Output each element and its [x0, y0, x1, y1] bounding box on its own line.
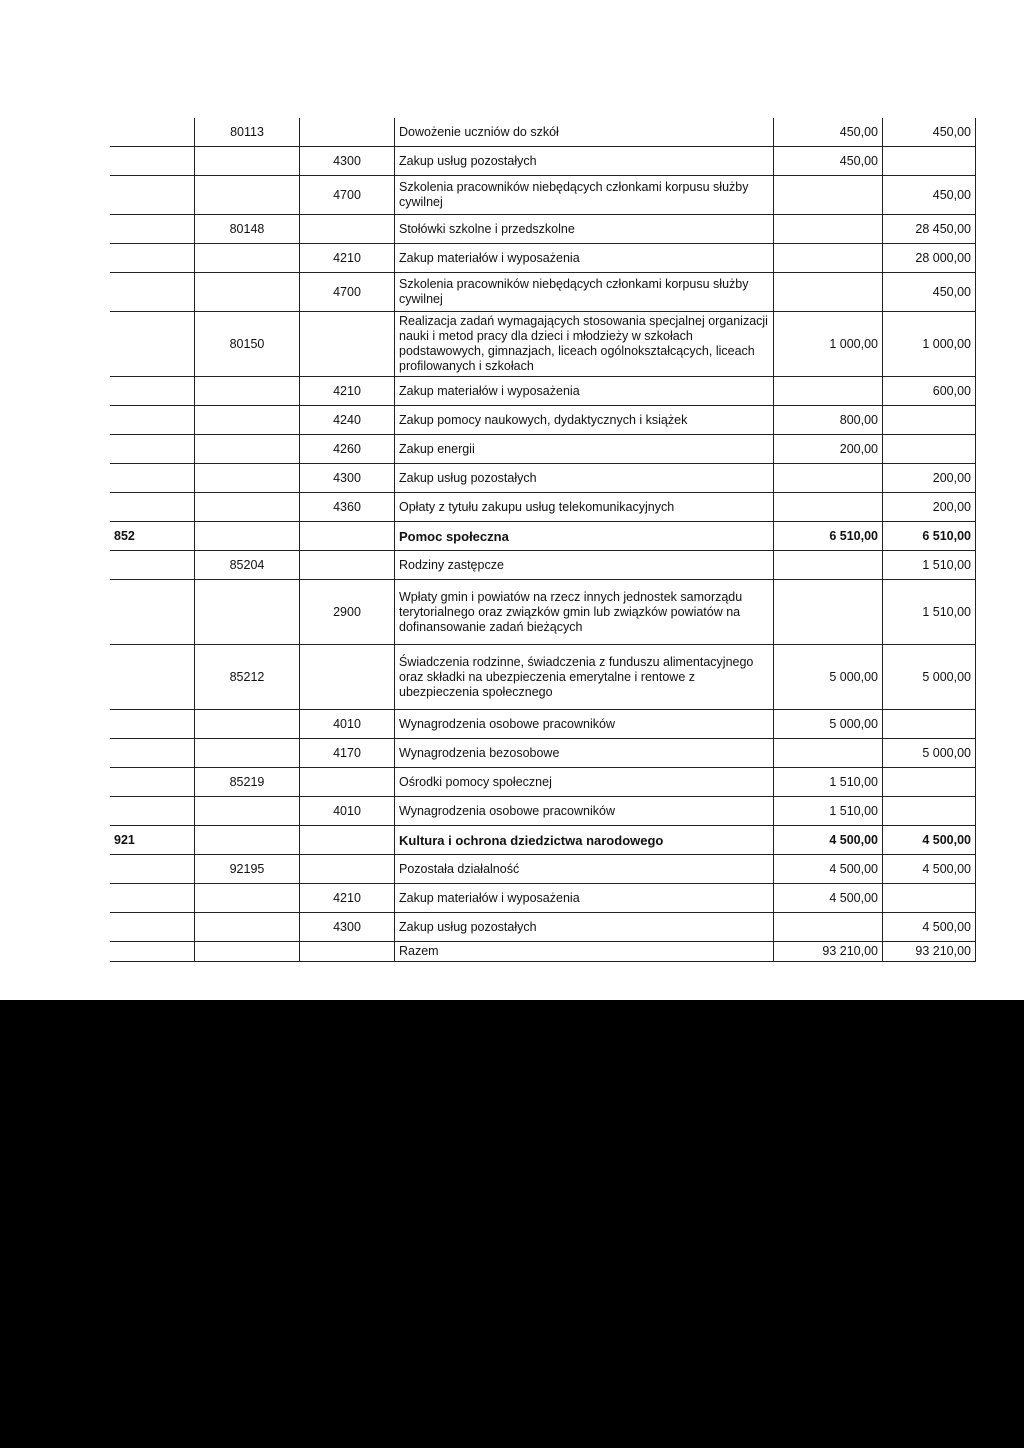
cell-description: Wynagrodzenia bezosobowe: [395, 739, 774, 768]
cell-paragraf: [300, 522, 395, 551]
cell-paragraf: [300, 312, 395, 377]
cell-description: Zakup pomocy naukowych, dydaktycznych i książek: [395, 406, 774, 435]
cell-paragraf: 4170: [300, 739, 395, 768]
table-row: [110, 855, 976, 884]
cell-rozdzial: [195, 273, 300, 312]
cell-rozdzial: [195, 580, 300, 645]
cell-rozdzial: [195, 244, 300, 273]
table-row: [110, 406, 976, 435]
cell-paragraf: [300, 942, 395, 962]
cell-rozdzial: 85212: [195, 645, 300, 710]
cell-dzial: [110, 176, 195, 215]
cell-paragraf: 4010: [300, 710, 395, 739]
cell-dzial: 921: [110, 826, 195, 855]
cell-amount-decrease: [774, 739, 883, 768]
cell-paragraf: [300, 855, 395, 884]
cell-amount-increase: 1 510,00: [883, 551, 976, 580]
cell-amount-increase: 450,00: [883, 118, 976, 147]
cell-rozdzial: [195, 826, 300, 855]
cell-amount-increase: 4 500,00: [883, 855, 976, 884]
cell-dzial: [110, 913, 195, 942]
cell-description: Zakup usług pozostałych: [395, 147, 774, 176]
cell-amount-increase: 600,00: [883, 377, 976, 406]
cell-description: Razem: [395, 942, 774, 962]
cell-dzial: [110, 884, 195, 913]
cell-description: Ośrodki pomocy społecznej: [395, 768, 774, 797]
cell-amount-increase: 28 450,00: [883, 215, 976, 244]
cell-amount-increase: 4 500,00: [883, 826, 976, 855]
cell-amount-decrease: 1 510,00: [774, 797, 883, 826]
cell-amount-decrease: [774, 913, 883, 942]
table-row: [110, 645, 976, 710]
cell-dzial: [110, 273, 195, 312]
table-row: [110, 244, 976, 273]
cell-amount-decrease: 200,00: [774, 435, 883, 464]
cell-dzial: [110, 797, 195, 826]
cell-rozdzial: 80148: [195, 215, 300, 244]
cell-amount-increase: 200,00: [883, 464, 976, 493]
cell-amount-increase: [883, 797, 976, 826]
cell-description: Rodziny zastępcze: [395, 551, 774, 580]
table-row: [110, 913, 976, 942]
cell-description: Szkolenia pracowników niebędących członkami korpusu służby cywilnej: [395, 273, 774, 312]
cell-description: Zakup materiałów i wyposażenia: [395, 884, 774, 913]
table-row: [110, 493, 976, 522]
cell-rozdzial: [195, 406, 300, 435]
cell-description: Realizacja zadań wymagających stosowania specjalnej organizacji nauki i metod pracy dla dzieci i młodzieży w szkołach podstawowych, gimnazjach, liceach ogólnokształcących, liceach profilowanych i szkołach: [395, 312, 774, 377]
cell-description: Zakup energii: [395, 435, 774, 464]
cell-rozdzial: [195, 913, 300, 942]
cell-rozdzial: 85219: [195, 768, 300, 797]
cell-amount-decrease: [774, 580, 883, 645]
cell-dzial: [110, 551, 195, 580]
cell-description: Opłaty z tytułu zakupu usług telekomunikacyjnych: [395, 493, 774, 522]
cell-amount-decrease: [774, 244, 883, 273]
cell-amount-increase: 200,00: [883, 493, 976, 522]
cell-dzial: [110, 710, 195, 739]
cell-rozdzial: [195, 435, 300, 464]
table-row: [110, 826, 976, 855]
cell-amount-decrease: [774, 493, 883, 522]
cell-dzial: [110, 768, 195, 797]
cell-amount-decrease: [774, 464, 883, 493]
cell-description: Zakup usług pozostałych: [395, 464, 774, 493]
cell-paragraf: 2900: [300, 580, 395, 645]
cell-amount-decrease: 4 500,00: [774, 855, 883, 884]
cell-rozdzial: [195, 147, 300, 176]
cell-dzial: [110, 580, 195, 645]
cell-amount-increase: 450,00: [883, 273, 976, 312]
cell-amount-decrease: 93 210,00: [774, 942, 883, 962]
cell-paragraf: [300, 118, 395, 147]
cell-amount-decrease: [774, 176, 883, 215]
cell-amount-decrease: 1 000,00: [774, 312, 883, 377]
table-row: [110, 118, 976, 147]
cell-dzial: [110, 215, 195, 244]
cell-amount-decrease: 4 500,00: [774, 826, 883, 855]
table-row: [110, 768, 976, 797]
cell-paragraf: 4300: [300, 464, 395, 493]
cell-amount-increase: 93 210,00: [883, 942, 976, 962]
cell-description: Stołówki szkolne i przedszkolne: [395, 215, 774, 244]
cell-rozdzial: [195, 493, 300, 522]
table-row: [110, 797, 976, 826]
table-row: [110, 739, 976, 768]
cell-description: Zakup usług pozostałych: [395, 913, 774, 942]
cell-description: Świadczenia rodzinne, świadczenia z funduszu alimentacyjnego oraz składki na ubezpieczenia emerytalne i rentowe z ubezpieczenia społecznego: [395, 645, 774, 710]
cell-dzial: [110, 147, 195, 176]
cell-amount-increase: [883, 406, 976, 435]
cell-paragraf: [300, 551, 395, 580]
cell-rozdzial: 80113: [195, 118, 300, 147]
cell-dzial: [110, 118, 195, 147]
cell-paragraf: 4300: [300, 147, 395, 176]
cell-amount-decrease: 5 000,00: [774, 645, 883, 710]
cell-amount-decrease: 5 000,00: [774, 710, 883, 739]
cell-amount-decrease: 4 500,00: [774, 884, 883, 913]
cell-dzial: [110, 244, 195, 273]
cell-dzial: [110, 406, 195, 435]
table-row: [110, 377, 976, 406]
cell-amount-decrease: [774, 215, 883, 244]
cell-paragraf: [300, 645, 395, 710]
cell-description: Pozostała działalność: [395, 855, 774, 884]
table-row: [110, 710, 976, 739]
cell-description: Wpłaty gmin i powiatów na rzecz innych jednostek samorządu terytorialnego oraz związków gmin lub związków powiatów na dofinansowanie zadań bieżących: [395, 580, 774, 645]
cell-paragraf: 4700: [300, 273, 395, 312]
cell-rozdzial: [195, 377, 300, 406]
table-row: [110, 273, 976, 312]
budget-table: [110, 118, 976, 962]
cell-paragraf: [300, 215, 395, 244]
cell-description: Dowożenie uczniów do szkół: [395, 118, 774, 147]
cell-amount-increase: 450,00: [883, 176, 976, 215]
table-row: [110, 551, 976, 580]
cell-amount-increase: [883, 768, 976, 797]
cell-amount-decrease: [774, 377, 883, 406]
cell-amount-increase: 1 510,00: [883, 580, 976, 645]
cell-description: Pomoc społeczna: [395, 522, 774, 551]
cell-dzial: [110, 645, 195, 710]
cell-amount-increase: 5 000,00: [883, 739, 976, 768]
cell-amount-increase: 5 000,00: [883, 645, 976, 710]
cell-rozdzial: [195, 797, 300, 826]
cell-amount-increase: [883, 147, 976, 176]
cell-paragraf: 4260: [300, 435, 395, 464]
budget-table-body: [110, 118, 976, 962]
cell-paragraf: [300, 826, 395, 855]
cell-dzial: [110, 942, 195, 962]
cell-amount-decrease: 450,00: [774, 118, 883, 147]
table-row: [110, 435, 976, 464]
table-row: [110, 580, 976, 645]
cell-paragraf: 4210: [300, 244, 395, 273]
cell-amount-increase: [883, 710, 976, 739]
table-row: [110, 522, 976, 551]
cell-description: Kultura i ochrona dziedzictwa narodowego: [395, 826, 774, 855]
cell-paragraf: 4700: [300, 176, 395, 215]
cell-dzial: [110, 312, 195, 377]
cell-amount-decrease: [774, 273, 883, 312]
cell-rozdzial: [195, 739, 300, 768]
cell-dzial: [110, 435, 195, 464]
table-row: [110, 464, 976, 493]
cell-dzial: [110, 464, 195, 493]
cell-rozdzial: [195, 710, 300, 739]
table-row: [110, 176, 976, 215]
cell-amount-increase: [883, 884, 976, 913]
cell-description: Zakup materiałów i wyposażenia: [395, 377, 774, 406]
cell-amount-increase: 4 500,00: [883, 913, 976, 942]
cell-description: Szkolenia pracowników niebędących członkami korpusu służby cywilnej: [395, 176, 774, 215]
cell-paragraf: 4360: [300, 493, 395, 522]
cell-rozdzial: 80150: [195, 312, 300, 377]
cell-amount-increase: [883, 435, 976, 464]
cell-paragraf: 4010: [300, 797, 395, 826]
cell-rozdzial: [195, 522, 300, 551]
cell-dzial: [110, 855, 195, 884]
cell-dzial: [110, 739, 195, 768]
cell-amount-increase: 28 000,00: [883, 244, 976, 273]
cell-description: Zakup materiałów i wyposażenia: [395, 244, 774, 273]
cell-rozdzial: [195, 942, 300, 962]
cell-dzial: [110, 493, 195, 522]
cell-rozdzial: [195, 176, 300, 215]
cell-amount-decrease: 6 510,00: [774, 522, 883, 551]
cell-paragraf: 4300: [300, 913, 395, 942]
cell-rozdzial: 85204: [195, 551, 300, 580]
table-row: [110, 147, 976, 176]
cell-rozdzial: [195, 464, 300, 493]
cell-description: Wynagrodzenia osobowe pracowników: [395, 710, 774, 739]
cell-amount-increase: 6 510,00: [883, 522, 976, 551]
total-row: [110, 942, 976, 962]
cell-amount-decrease: 1 510,00: [774, 768, 883, 797]
cell-paragraf: 4240: [300, 406, 395, 435]
table-row: [110, 884, 976, 913]
cell-rozdzial: [195, 884, 300, 913]
cell-paragraf: 4210: [300, 377, 395, 406]
cell-dzial: 852: [110, 522, 195, 551]
budget-table-wrapper: [110, 118, 970, 962]
table-row: [110, 312, 976, 377]
cell-amount-decrease: [774, 551, 883, 580]
cell-dzial: [110, 377, 195, 406]
cell-description: Wynagrodzenia osobowe pracowników: [395, 797, 774, 826]
cell-rozdzial: 92195: [195, 855, 300, 884]
cell-paragraf: [300, 768, 395, 797]
cell-paragraf: 4210: [300, 884, 395, 913]
cell-amount-decrease: 450,00: [774, 147, 883, 176]
cell-amount-increase: 1 000,00: [883, 312, 976, 377]
cell-amount-decrease: 800,00: [774, 406, 883, 435]
table-row: [110, 215, 976, 244]
